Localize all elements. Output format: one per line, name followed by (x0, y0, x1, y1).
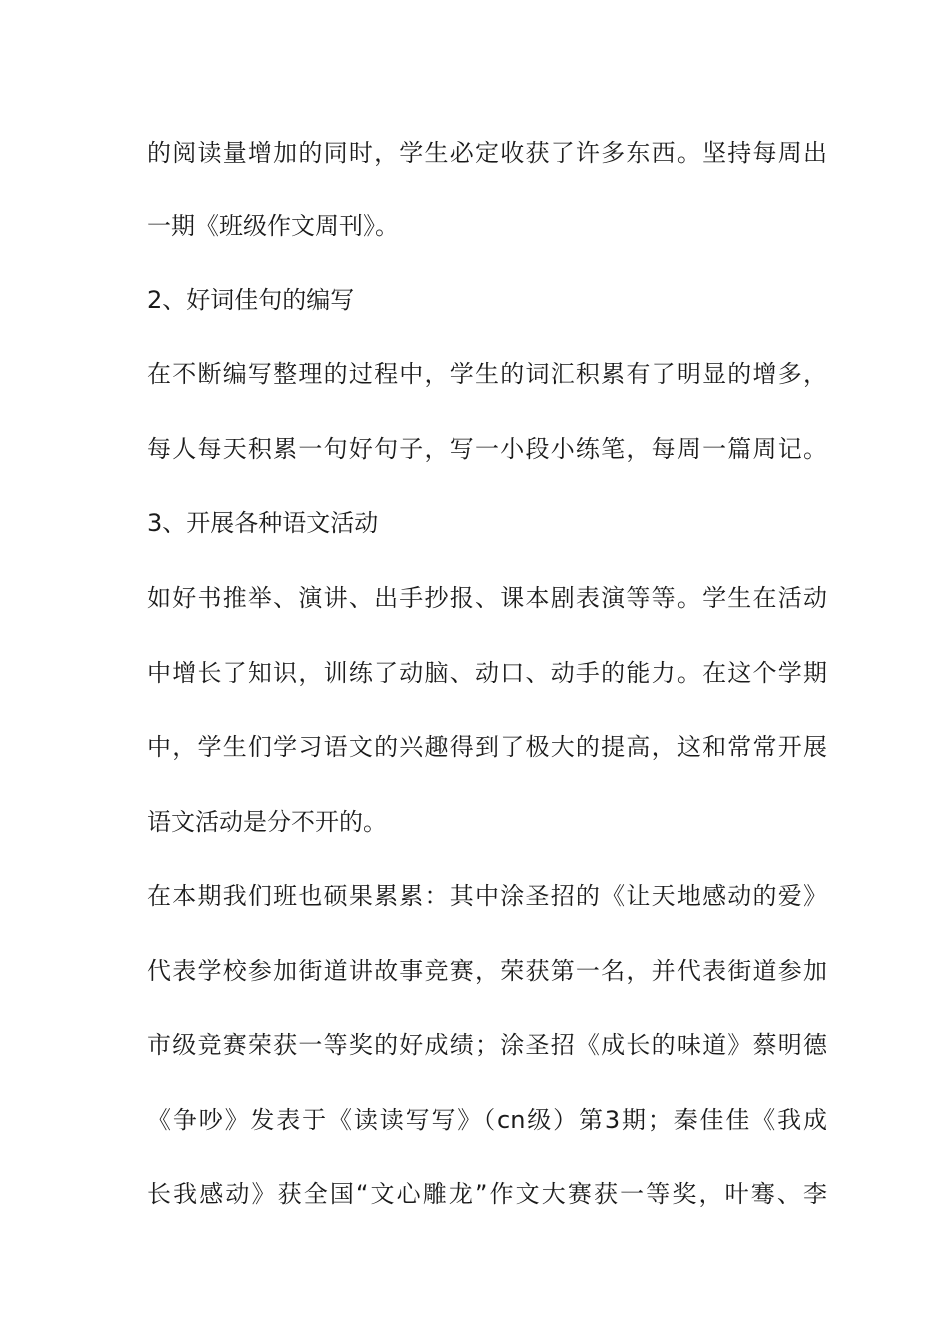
paragraph-line: 代表学校参加街道讲故事竞赛，荣获第一名，并代表街道参加 (147, 957, 827, 985)
paragraph-line: 市级竞赛荣获一等奖的好成绩；涂圣招《成长的味道》蔡明德 (147, 1031, 827, 1059)
section-heading: 3、开展各种语文活动 (147, 509, 379, 537)
paragraph-line: 每人每天积累一句好句子，写一小段小练笔，每周一篇周记。 (147, 435, 827, 463)
paragraph-line: 在不断编写整理的过程中，学生的词汇积累有了明显的增多， (147, 360, 827, 388)
paragraph-line: 的阅读量增加的同时，学生必定收获了许多东西。坚持每周出 (147, 139, 827, 167)
paragraph-line: 中增长了知识，训练了动脑、动口、动手的能力。在这个学期 (147, 659, 827, 687)
paragraph-line: 长我感动》获全国“文心雕龙”作文大赛获一等奖，叶骞、李 (147, 1180, 827, 1208)
paragraph-line: 如好书推举、演讲、出手抄报、课本剧表演等等。学生在活动 (147, 584, 827, 612)
paragraph-line: 一期《班级作文周刊》。 (147, 212, 399, 240)
paragraph-line: 《争吵》发表于《读读写写》（cn级）第3期；秦佳佳《我成 (147, 1106, 827, 1134)
paragraph-line: 语文活动是分不开的。 (147, 808, 387, 836)
paragraph-line: 在本期我们班也硕果累累：其中涂圣招的《让天地感动的爱》 (147, 882, 827, 910)
paragraph-line: 中，学生们学习语文的兴趣得到了极大的提高，这和常常开展 (147, 733, 827, 761)
section-heading: 2、好词佳句的编写 (147, 286, 355, 314)
